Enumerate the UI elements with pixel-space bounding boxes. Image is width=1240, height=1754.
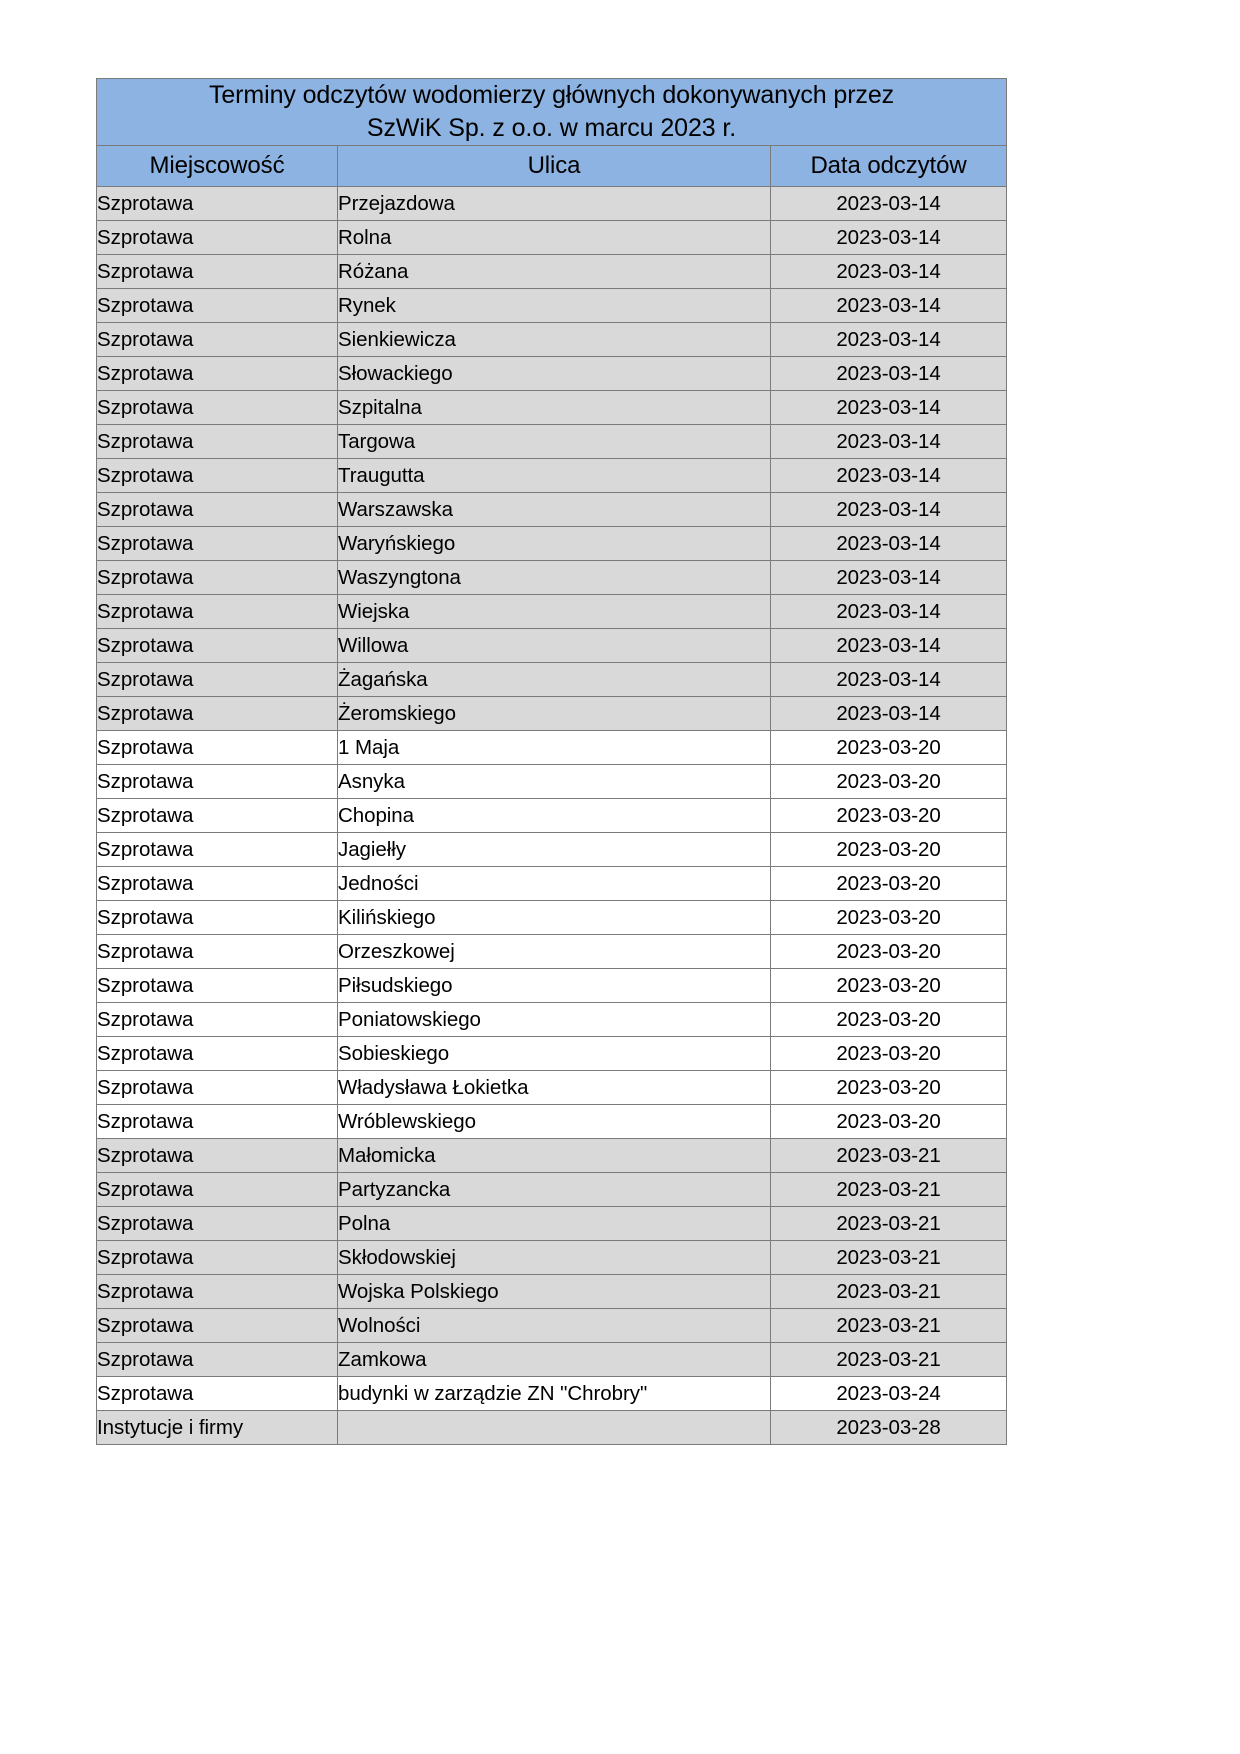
table-row (97, 425, 1007, 459)
table-row (97, 459, 1007, 493)
cell-date: 2023-03-21 (771, 1173, 1007, 1207)
cell-street: Żeromskiego (338, 697, 771, 731)
cell-street: Przejazdowa (338, 187, 771, 221)
cell-date: 2023-03-24 (771, 1377, 1007, 1411)
table-column-header-row (97, 146, 1007, 187)
cell-city: Szprotawa (97, 1105, 338, 1139)
cell-date: 2023-03-28 (771, 1411, 1007, 1445)
cell-street: Sobieskiego (338, 1037, 771, 1071)
table-row (97, 935, 1007, 969)
table-row (97, 867, 1007, 901)
cell-date: 2023-03-14 (771, 561, 1007, 595)
cell-street: 1 Maja (338, 731, 771, 765)
table-row (97, 595, 1007, 629)
cell-city: Szprotawa (97, 867, 338, 901)
cell-street: Willowa (338, 629, 771, 663)
table-row (97, 1037, 1007, 1071)
table-row (97, 1207, 1007, 1241)
cell-city: Szprotawa (97, 1309, 338, 1343)
cell-date: 2023-03-21 (771, 1241, 1007, 1275)
cell-date: 2023-03-14 (771, 459, 1007, 493)
cell-street: Wróblewskiego (338, 1105, 771, 1139)
table-row (97, 697, 1007, 731)
cell-city: Instytucje i firmy (97, 1411, 338, 1445)
cell-date: 2023-03-14 (771, 663, 1007, 697)
table-row (97, 1071, 1007, 1105)
table-title-line-2: SzWiK Sp. z o.o. w marcu 2023 r. (366, 114, 737, 142)
cell-date: 2023-03-14 (771, 391, 1007, 425)
table-row (97, 255, 1007, 289)
column-header-date: Data odczytów (771, 146, 1007, 187)
cell-street: Waszyngtona (338, 561, 771, 595)
cell-street: Orzeszkowej (338, 935, 771, 969)
cell-city: Szprotawa (97, 561, 338, 595)
cell-date: 2023-03-20 (771, 935, 1007, 969)
cell-street: Targowa (338, 425, 771, 459)
table-title-row (97, 79, 1007, 146)
cell-date: 2023-03-20 (771, 969, 1007, 1003)
cell-street: Sienkiewicza (338, 323, 771, 357)
cell-street: Wolności (338, 1309, 771, 1343)
table-row (97, 1173, 1007, 1207)
cell-date: 2023-03-21 (771, 1309, 1007, 1343)
table-row (97, 187, 1007, 221)
cell-city: Szprotawa (97, 969, 338, 1003)
cell-date: 2023-03-20 (771, 1105, 1007, 1139)
cell-street: Jedności (338, 867, 771, 901)
cell-city: Szprotawa (97, 425, 338, 459)
cell-city: Szprotawa (97, 629, 338, 663)
cell-city: Szprotawa (97, 595, 338, 629)
cell-city: Szprotawa (97, 493, 338, 527)
cell-street: Wojska Polskiego (338, 1275, 771, 1309)
cell-date: 2023-03-14 (771, 323, 1007, 357)
cell-city: Szprotawa (97, 1343, 338, 1377)
table-row (97, 1105, 1007, 1139)
cell-street: Waryńskiego (338, 527, 771, 561)
table-body (97, 187, 1007, 1445)
cell-street: Szpitalna (338, 391, 771, 425)
cell-date: 2023-03-14 (771, 289, 1007, 323)
cell-street: Partyzancka (338, 1173, 771, 1207)
column-header-city: Miejscowość (97, 146, 338, 187)
cell-date: 2023-03-14 (771, 255, 1007, 289)
table-row (97, 1139, 1007, 1173)
cell-date: 2023-03-20 (771, 1037, 1007, 1071)
cell-city: Szprotawa (97, 323, 338, 357)
cell-street: Piłsudskiego (338, 969, 771, 1003)
cell-date: 2023-03-14 (771, 187, 1007, 221)
table-row (97, 731, 1007, 765)
cell-city: Szprotawa (97, 1003, 338, 1037)
cell-city: Szprotawa (97, 833, 338, 867)
cell-street: Poniatowskiego (338, 1003, 771, 1037)
cell-city: Szprotawa (97, 1037, 338, 1071)
cell-street: Traugutta (338, 459, 771, 493)
cell-date: 2023-03-14 (771, 357, 1007, 391)
cell-date: 2023-03-14 (771, 595, 1007, 629)
cell-street: Chopina (338, 799, 771, 833)
column-header-street: Ulica (338, 146, 771, 187)
table-row (97, 1003, 1007, 1037)
table-row (97, 901, 1007, 935)
cell-city: Szprotawa (97, 1241, 338, 1275)
cell-city: Szprotawa (97, 1207, 338, 1241)
cell-date: 2023-03-20 (771, 901, 1007, 935)
cell-city: Szprotawa (97, 731, 338, 765)
cell-city: Szprotawa (97, 221, 338, 255)
cell-date: 2023-03-21 (771, 1207, 1007, 1241)
table-row (97, 357, 1007, 391)
cell-city: Szprotawa (97, 663, 338, 697)
cell-date: 2023-03-20 (771, 867, 1007, 901)
table-row (97, 1411, 1007, 1445)
cell-city: Szprotawa (97, 697, 338, 731)
cell-date: 2023-03-14 (771, 221, 1007, 255)
cell-date: 2023-03-21 (771, 1275, 1007, 1309)
cell-city: Szprotawa (97, 289, 338, 323)
cell-city: Szprotawa (97, 187, 338, 221)
table-row (97, 323, 1007, 357)
cell-city: Szprotawa (97, 459, 338, 493)
cell-street: Rynek (338, 289, 771, 323)
cell-date: 2023-03-21 (771, 1343, 1007, 1377)
table-row (97, 221, 1007, 255)
cell-street: Rolna (338, 221, 771, 255)
cell-city: Szprotawa (97, 1173, 338, 1207)
cell-date: 2023-03-14 (771, 493, 1007, 527)
table-row (97, 765, 1007, 799)
cell-date: 2023-03-20 (771, 833, 1007, 867)
cell-city: Szprotawa (97, 765, 338, 799)
cell-date: 2023-03-14 (771, 629, 1007, 663)
cell-city: Szprotawa (97, 527, 338, 561)
cell-date: 2023-03-21 (771, 1139, 1007, 1173)
cell-date: 2023-03-20 (771, 1003, 1007, 1037)
table-row (97, 1275, 1007, 1309)
cell-date: 2023-03-20 (771, 731, 1007, 765)
cell-street: Kilińskiego (338, 901, 771, 935)
table-row (97, 493, 1007, 527)
schedule-table-wrapper (96, 78, 1006, 1445)
cell-city: Szprotawa (97, 391, 338, 425)
cell-date: 2023-03-14 (771, 697, 1007, 731)
table-title-line-1: Terminy odczytów wodomierzy głównych dokonywanych przez (208, 81, 895, 109)
cell-date: 2023-03-14 (771, 527, 1007, 561)
cell-street: Polna (338, 1207, 771, 1241)
table-row (97, 1241, 1007, 1275)
cell-city: Szprotawa (97, 1071, 338, 1105)
cell-street: Jagiełły (338, 833, 771, 867)
table-row (97, 969, 1007, 1003)
cell-street (338, 1411, 771, 1445)
cell-street: budynki w zarządzie ZN "Chrobry" (338, 1377, 771, 1411)
cell-city: Szprotawa (97, 255, 338, 289)
cell-date: 2023-03-20 (771, 799, 1007, 833)
cell-city: Szprotawa (97, 1377, 338, 1411)
cell-street: Małomicka (338, 1139, 771, 1173)
cell-street: Żagańska (338, 663, 771, 697)
table-row (97, 663, 1007, 697)
cell-street: Asnyka (338, 765, 771, 799)
cell-street: Różana (338, 255, 771, 289)
table-title (97, 79, 1007, 146)
cell-date: 2023-03-14 (771, 425, 1007, 459)
cell-city: Szprotawa (97, 1139, 338, 1173)
table-row (97, 1309, 1007, 1343)
cell-city: Szprotawa (97, 935, 338, 969)
table-row (97, 799, 1007, 833)
table-row (97, 527, 1007, 561)
table-row (97, 1343, 1007, 1377)
table-row (97, 289, 1007, 323)
cell-date: 2023-03-20 (771, 765, 1007, 799)
cell-city: Szprotawa (97, 799, 338, 833)
water-meter-reading-schedule-table (96, 78, 1007, 1445)
table-row (97, 1377, 1007, 1411)
cell-street: Zamkowa (338, 1343, 771, 1377)
table-row (97, 833, 1007, 867)
table-row (97, 391, 1007, 425)
cell-street: Wiejska (338, 595, 771, 629)
cell-city: Szprotawa (97, 1275, 338, 1309)
table-row (97, 561, 1007, 595)
cell-street: Skłodowskiej (338, 1241, 771, 1275)
cell-city: Szprotawa (97, 357, 338, 391)
cell-street: Słowackiego (338, 357, 771, 391)
cell-date: 2023-03-20 (771, 1071, 1007, 1105)
cell-city: Szprotawa (97, 901, 338, 935)
table-row (97, 629, 1007, 663)
cell-street: Władysława Łokietka (338, 1071, 771, 1105)
table-head (97, 79, 1007, 187)
cell-street: Warszawska (338, 493, 771, 527)
